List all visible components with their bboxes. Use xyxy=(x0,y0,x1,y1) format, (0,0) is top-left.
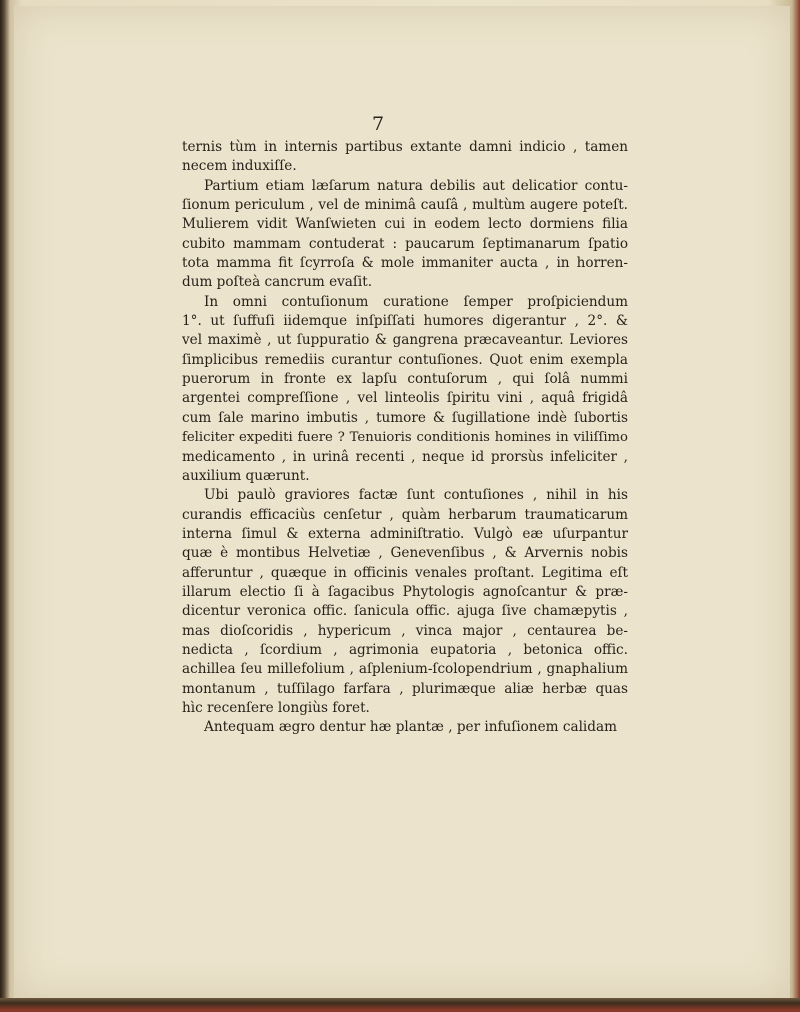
text-line: illarum electio ſi à ſagacibus Phytologis agnoſcantur & præ- xyxy=(182,583,628,600)
text-line: puerorum in fronte ex lapſu contuſorum , qui ſolâ nummi xyxy=(182,371,628,388)
body-text xyxy=(182,138,628,738)
text-line: tota mamma fit ſcyrroſa & mole immaniter aucta , in horren- xyxy=(182,255,628,272)
text-line: curandis efficaciùs cenſetur , quàm herbarum traumaticarum xyxy=(182,506,628,523)
text-line: interna ſimul & externa adminiſtratio. Vulgò eæ uſurpantur xyxy=(182,525,628,542)
text-line: feliciter expediti fuere ? Tenuioris conditionis homines in viliſſimo xyxy=(182,430,628,446)
text-line: Ubi paulò graviores factæ ſunt contuſiones , nihil in his xyxy=(204,487,628,504)
text-line: ſionum periculum , vel de minimâ cauſâ , multùm augere poteſt. xyxy=(182,197,628,214)
text-line: dicentur veronica offic. ſanicula offic. ajuga ſive chamæpytis , xyxy=(182,603,628,620)
text-line: nedicta , ſcordium , agrimonia eupatoria , betonica offic. xyxy=(182,641,628,658)
text-line: achillea ſeu millefolium , aſplenium-ſcolopendrium , gnaphalium xyxy=(182,661,628,678)
text-line: Mulierem vidit Wanſwieten cui in eodem lecto dormiens filia xyxy=(182,216,628,233)
page-bottom-edge xyxy=(0,998,800,1012)
text-line: argentei compreſſione , vel linteolis ſpiritu vini , aquâ frigidâ xyxy=(182,390,628,407)
text-line: ternis tùm in internis partibus extante damni indicio , tamen xyxy=(182,139,628,155)
text-line: auxilium quærunt. xyxy=(182,467,310,484)
text-line: Antequam ægro dentur hæ plantæ , per infuſionem calidam xyxy=(204,719,617,736)
text-line: 1°. ut ſuffuſi iidemque inſpiſſati humores digerantur , 2°. & xyxy=(182,313,628,330)
text-line: montanum , tuſſilago farfara , plurimæque aliæ herbæ quas xyxy=(182,680,628,697)
text-line: cum ſale marino imbutis , tumore & ſugillatione indè ſubortis xyxy=(182,409,628,426)
text-line: Partium etiam læſarum natura debilis aut delicatior contu- xyxy=(204,177,628,194)
text-line: quæ è montibus Helvetiæ , Genevenſibus , & Arvernis nobis xyxy=(182,545,628,562)
page-number: 7 xyxy=(372,113,385,135)
text-line: medicamento , in urinâ recenti , neque id prorsùs infeliciter , xyxy=(182,448,628,465)
text-line: afferuntur , quæque in officinis venales proſtant. Legitima eſt xyxy=(182,564,628,581)
text-line: necem induxiſſe. xyxy=(182,158,297,175)
text-line: vel maximè , ut ſuppuratio & gangrena præcaveantur. Leviores xyxy=(182,332,628,349)
text-line: In omni contuſionum curatione ſemper proſpiciendum xyxy=(204,293,628,310)
text-line: hìc recenſere longiùs foret. xyxy=(182,699,370,716)
text-line: ſimplicibus remediis curantur contuſiones. Quot enim exempla xyxy=(182,351,628,368)
text-line: dum poſteà cancrum evaſit. xyxy=(182,274,373,291)
text-line: mas dioſcoridis , hypericum , vinca major , centaurea be- xyxy=(182,622,628,639)
text-line: cubito mammam contuderat : paucarum ſeptimanarum ſpatio xyxy=(182,235,628,252)
